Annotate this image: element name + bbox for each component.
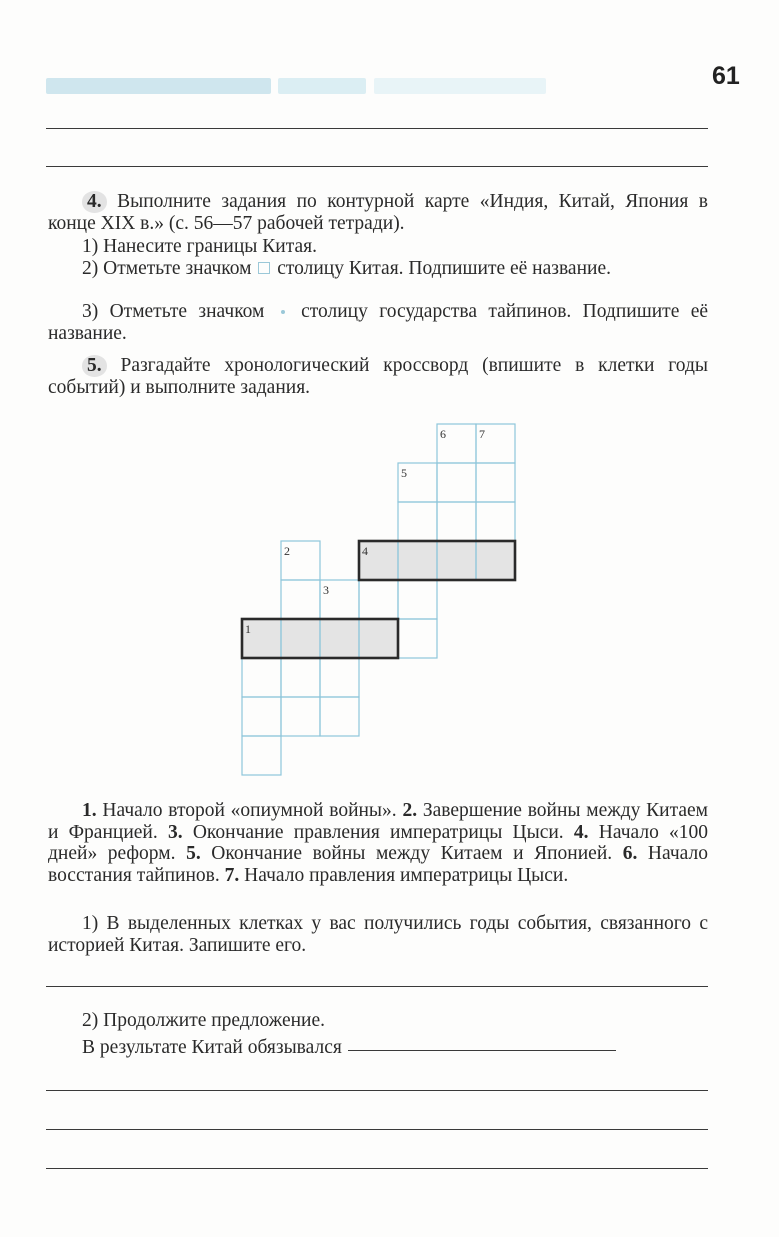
task4-item-3-before: 3) Отметьте значком <box>82 301 265 322</box>
sentence-text: В результате Китай обязывался <box>82 1037 342 1058</box>
clue-text: Завершение войны между Китаем и Францией. <box>48 800 709 843</box>
sentence-prompt <box>48 1037 708 1059</box>
crossword-cell[interactable] <box>281 580 320 619</box>
clue-number: 5. <box>186 843 201 864</box>
clue-text: Окончание войны между Китаем и Японией. <box>211 843 613 864</box>
crossword-cell[interactable] <box>242 736 281 775</box>
crossword-cell[interactable] <box>437 502 476 541</box>
crossword-cell[interactable] <box>359 580 398 619</box>
clue-number: 7. <box>224 864 240 886</box>
clue-label-6: 6 <box>440 427 446 441</box>
question-1: 1) В выделенных клетках у вас получились годы события, связанного с историей Китая. Запишите его. <box>48 913 708 956</box>
clue-label-4: 4 <box>362 544 368 558</box>
clue-number: 2. <box>402 800 418 821</box>
clue-text: Начало восстания тайпинов. <box>48 843 708 886</box>
clue-text: Начало «100 дней» реформ. <box>48 821 709 864</box>
task4-text: Выполните задания по контурной карте «Индия, Китай, Япония в конце XIX в.» (с. 56—57 рабочей тетради). <box>48 191 708 234</box>
task4-number: 4. <box>82 191 107 213</box>
crossword-cell[interactable] <box>281 658 320 697</box>
clue-label-5: 5 <box>401 466 407 480</box>
clue-label-7: 7 <box>479 427 485 441</box>
clue-text: Окончание правления императрицы Цыси. <box>192 821 564 843</box>
task5-text: Разгадайте хронологический кроссворд (впишите в клетки годы событий) и выполните задания. <box>48 355 709 398</box>
clue-text: Начало правления императрицы Цыси. <box>244 864 569 886</box>
crossword-cell[interactable] <box>242 697 281 736</box>
crossword-cell[interactable] <box>437 463 476 502</box>
crossword-cell[interactable] <box>476 463 515 502</box>
crossword-cell[interactable] <box>320 697 359 736</box>
clue-label-1: 1 <box>245 622 251 636</box>
clue-number: 3. <box>167 821 183 843</box>
answer-line[interactable] <box>46 1168 708 1169</box>
crossword-cell[interactable] <box>476 502 515 541</box>
clue-number: 6. <box>622 843 638 864</box>
question-2: 2) Продолжите предложение. <box>82 1010 326 1031</box>
crossword-cell[interactable] <box>242 658 281 697</box>
clues-list <box>48 800 708 886</box>
crossword-cell[interactable] <box>398 502 437 541</box>
task4-item-1-text: 1) Нанесите границы Китая. <box>82 236 317 257</box>
clue-text: Начало второй «опиумной войны». <box>102 800 397 821</box>
answer-line[interactable] <box>46 986 708 987</box>
crossword-cell[interactable] <box>320 658 359 697</box>
sentence-answer-line[interactable] <box>348 1049 616 1051</box>
answer-line[interactable] <box>46 1090 708 1091</box>
clue-label-2: 2 <box>284 544 290 558</box>
task4-item-3-after: столицу государства тайпинов. Подпишите её название. <box>48 301 708 344</box>
task5-number: 5. <box>82 355 107 377</box>
clue-number: 4. <box>573 821 589 843</box>
task4-item-2-before: 2) Отметьте значком <box>82 258 252 279</box>
crossword-cell[interactable] <box>398 580 437 619</box>
clue-number: 1. <box>82 800 97 821</box>
page-number: 61 <box>712 62 740 90</box>
crossword-cell[interactable] <box>281 697 320 736</box>
answer-line[interactable] <box>46 1129 708 1130</box>
crossword-cell[interactable] <box>398 619 437 658</box>
task4-item-2-after: столицу Китая. Подпишите её название. <box>277 258 611 279</box>
clue-label-3: 3 <box>323 583 329 597</box>
